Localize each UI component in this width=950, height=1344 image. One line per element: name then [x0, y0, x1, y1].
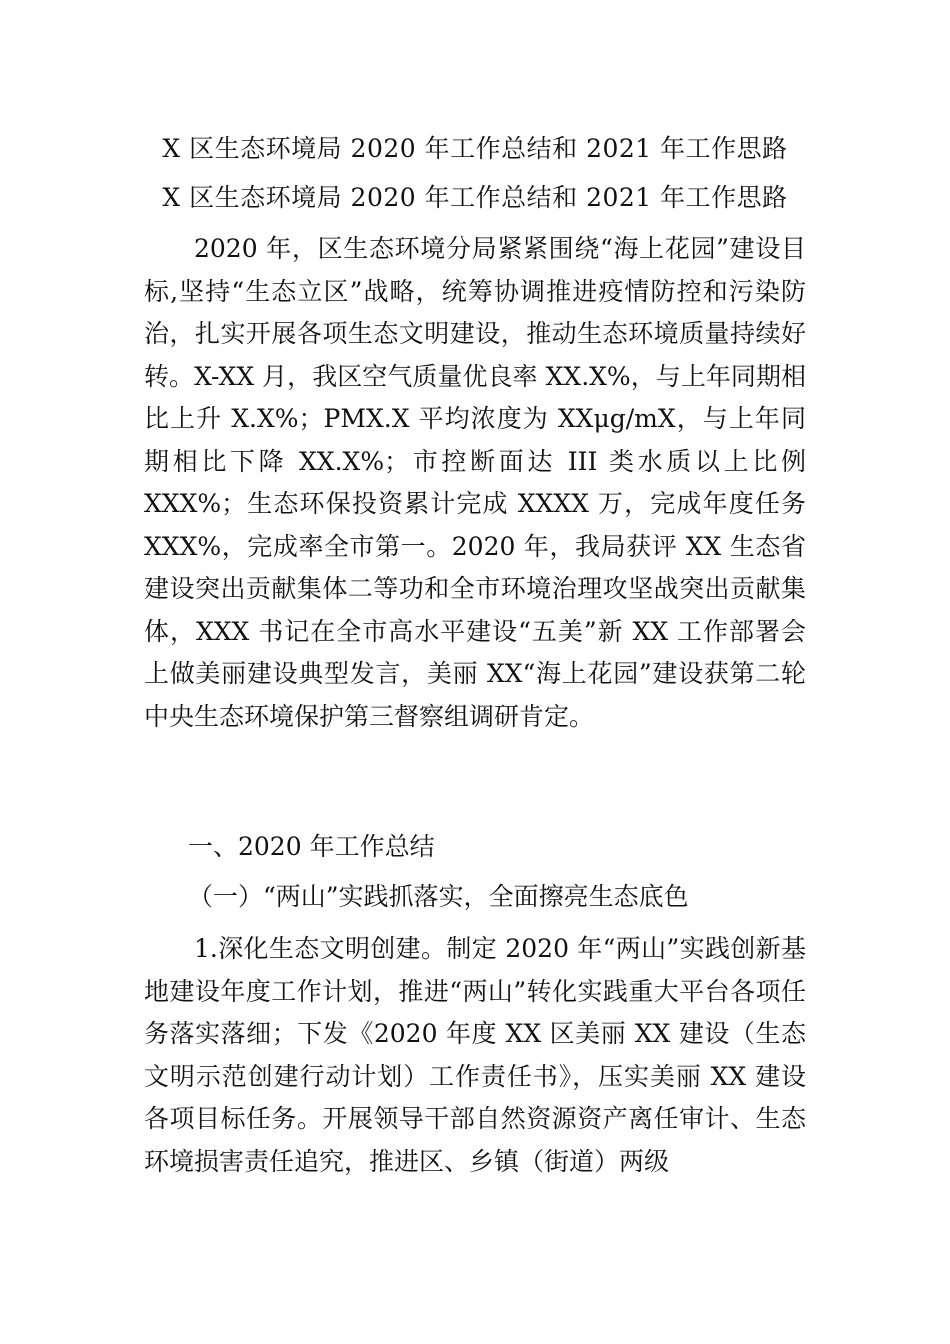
- item-1-paragraph: 1.深化生态文明创建。制定 2020 年“两山”实践创新基地建设年度工作计划，推进“两山”转化实践重大平台各项任务落实落细；下发《2020 年度 XX 区美丽 XX 建设（生态文明示范创建行动计划）工作责任书》，压实美丽 XX 建设各项目标任务。开展领导干部自然资源资产离任审计、生态环境损害责任追究，推进区、乡镇（街道）两级: [144, 934, 806, 1176]
- document-title: X 区生态环境局 2020 年工作总结和 2021 年工作思路: [162, 134, 788, 163]
- document-title-repeat: X 区生态环境局 2020 年工作总结和 2021 年工作思路: [162, 183, 788, 212]
- intro-paragraph: 2020 年，区生态环境分局紧紧围绕“海上花园”建设目标,坚持“生态立区”战略，统筹协调推进疫情防控和污染防治，扎实开展各项生态文明建设，推动生态环境质量持续好转。X-XX 月，我区空气质量优良率 XX.X%，与上年同期相比上升 X.X%；PMX.X 平均浓度为 XXμg/mX，与上年同期相比下降 XX.X%；市控断面达 III 类水质以上比例 XXX%；生态环保投资累计完成 XXXX 万，完成年度任务 XXX%，完成率全市第一。2020 年，我局获评 XX 生态省建设突出贡献集体二等功和全市环境治理攻坚战突出贡献集体，XXX 书记在全市高水平建设“五美”新 XX 工作部署会上做美丽建设典型发言，美丽 XX“海上花园”建设获第二轮中央生态环境保护第三督察组调研肯定。: [144, 234, 806, 731]
- subsection-heading: （一）“两山”实践抓落实，全面擦亮生态底色: [188, 882, 689, 911]
- section-heading: 一、2020 年工作总结: [188, 832, 435, 861]
